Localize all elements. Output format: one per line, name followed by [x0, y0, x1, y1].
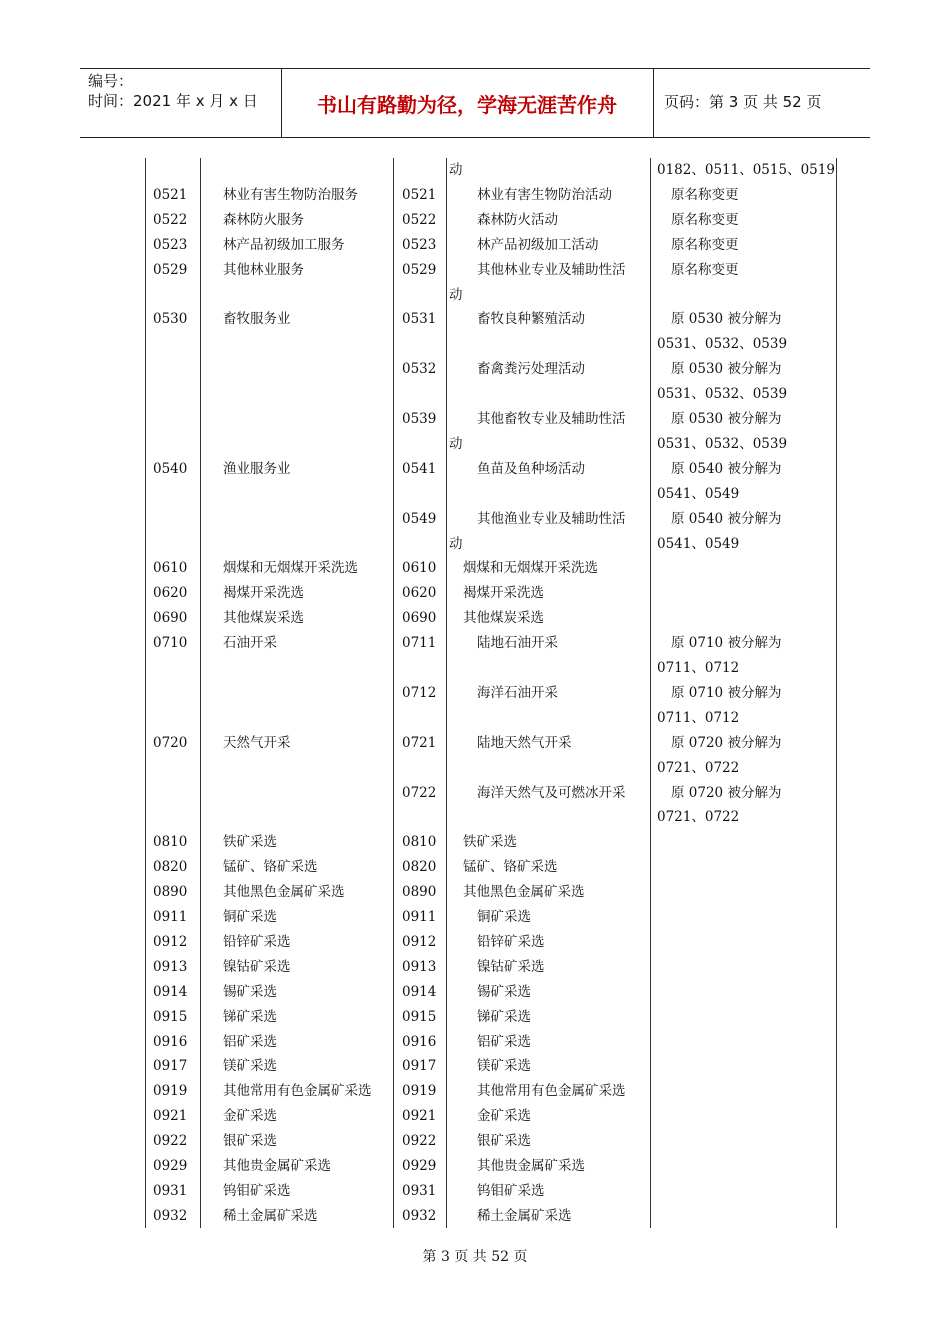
new-code-cell: 0932	[402, 1207, 437, 1224]
old-code-cell: 0916	[153, 1033, 188, 1050]
new-code-cell: 0549	[402, 510, 437, 527]
change-note-cell: 原 0720 被分解为	[671, 784, 782, 801]
new-code-cell: 0919	[402, 1083, 437, 1100]
old-code-cell: 0810	[153, 834, 188, 851]
old-name-cell: 稀土金属矿采选	[223, 1207, 318, 1224]
header-page-number: 页码：第 3 页 共 52 页	[664, 93, 822, 111]
new-name-cell: 动	[449, 435, 463, 452]
new-code-cell: 0521	[402, 186, 437, 203]
new-name-cell: 铜矿采选	[477, 909, 531, 925]
change-note-cell: 原名称变更	[671, 211, 739, 228]
old-name-cell: 铁矿采选	[223, 834, 277, 851]
header-meta	[88, 71, 258, 111]
old-name-cell: 其他林业服务	[223, 261, 304, 278]
new-code-cell: 0917	[402, 1058, 437, 1075]
old-name-cell: 铅锌矿采选	[223, 933, 291, 950]
change-note-cell: 0721、0722	[657, 809, 740, 826]
new-code-cell: 0711	[402, 635, 437, 652]
old-name-cell: 其他黑色金属矿采选	[223, 884, 345, 901]
table-divider-4	[650, 158, 651, 1228]
new-name-cell: 稀土金属矿采选	[477, 1207, 572, 1224]
change-note-cell: 0711、0712	[657, 660, 740, 676]
old-code-cell: 0913	[153, 958, 188, 975]
new-code-cell: 0690	[402, 610, 437, 627]
old-name-cell: 其他贵金属矿采选	[223, 1158, 331, 1174]
change-note-cell: 0711、0712	[657, 709, 740, 726]
old-name-cell: 锡矿采选	[223, 983, 277, 1000]
old-code-cell: 0929	[153, 1158, 188, 1174]
new-name-cell: 畜牧良种繁殖活动	[477, 311, 585, 328]
new-code-cell: 0541	[402, 460, 437, 477]
new-name-cell: 海洋石油开采	[477, 684, 558, 701]
new-name-cell: 金矿采选	[477, 1108, 531, 1125]
old-code-cell: 0690	[153, 610, 188, 627]
old-code-cell: 0710	[153, 635, 188, 652]
new-name-cell: 其他常用有色金属矿采选	[477, 1083, 626, 1100]
old-code-cell: 0911	[153, 909, 188, 925]
new-name-cell: 银矿采选	[477, 1133, 531, 1150]
new-name-cell: 锡矿采选	[477, 983, 531, 1000]
new-name-cell: 锰矿、铬矿采选	[463, 859, 558, 876]
old-code-cell: 0720	[153, 734, 188, 751]
new-name-cell: 其他贵金属矿采选	[477, 1158, 585, 1174]
change-note-cell: 原名称变更	[671, 236, 739, 253]
old-code-cell: 0820	[153, 859, 188, 876]
new-code-cell: 0529	[402, 261, 437, 278]
old-name-cell: 铜矿采选	[223, 909, 277, 925]
new-name-cell: 林业有害生物防治活动	[477, 186, 612, 203]
new-code-cell: 0620	[402, 585, 437, 602]
old-code-cell: 0620	[153, 585, 188, 602]
old-code-cell: 0890	[153, 884, 188, 901]
new-name-cell: 其他黑色金属矿采选	[463, 884, 585, 901]
new-code-cell: 0890	[402, 884, 437, 901]
old-code-cell: 0521	[153, 186, 188, 203]
old-name-cell: 天然气开采	[223, 734, 291, 751]
old-code-cell: 0921	[153, 1108, 188, 1125]
new-code-cell: 0921	[402, 1108, 437, 1125]
table-divider-1	[200, 158, 201, 1228]
old-name-cell: 钨钼矿采选	[223, 1182, 291, 1199]
old-name-cell: 银矿采选	[223, 1133, 277, 1150]
new-name-cell: 其他畜牧专业及辅助性活	[477, 411, 626, 427]
table-divider-3	[446, 158, 447, 1228]
change-note-cell: 原 0720 被分解为	[671, 734, 782, 751]
change-note-cell: 原 0540 被分解为	[671, 460, 782, 477]
change-note-cell: 原 0540 被分解为	[671, 510, 782, 527]
new-name-cell: 铅锌矿采选	[477, 933, 545, 950]
new-name-cell: 森林防火活动	[477, 211, 558, 228]
old-name-cell: 镍钴矿采选	[223, 958, 291, 975]
page-header	[80, 68, 870, 138]
old-name-cell: 锰矿、铬矿采选	[223, 859, 318, 876]
old-name-cell: 镁矿采选	[223, 1058, 277, 1075]
old-code-cell: 0523	[153, 236, 188, 253]
new-code-cell: 0915	[402, 1008, 437, 1025]
old-code-cell: 0540	[153, 460, 188, 477]
old-code-cell: 0912	[153, 933, 188, 950]
header-motto: 书山有路勤为径，学海无涯苦作舟	[317, 92, 617, 117]
new-code-cell: 0532	[402, 361, 437, 378]
new-code-cell: 0539	[402, 411, 437, 427]
doc-number-label: 编号：	[88, 72, 134, 90]
old-code-cell: 0530	[153, 311, 188, 328]
new-code-cell: 0531	[402, 311, 437, 328]
new-code-cell: 0820	[402, 859, 437, 876]
new-name-cell: 动	[449, 162, 463, 178]
change-note-cell: 0541、0549	[657, 535, 740, 552]
new-name-cell: 动	[449, 286, 463, 303]
old-code-cell: 0914	[153, 983, 188, 1000]
new-name-cell: 陆地天然气开采	[477, 734, 572, 751]
new-code-cell: 0929	[402, 1158, 437, 1174]
new-name-cell: 其他煤炭采选	[463, 610, 544, 627]
old-name-cell: 森林防火服务	[223, 211, 304, 228]
old-name-cell: 林业有害生物防治服务	[223, 186, 358, 203]
table-divider-2	[393, 158, 394, 1228]
new-name-cell: 铁矿采选	[463, 834, 517, 851]
new-code-cell: 0722	[402, 784, 437, 801]
new-name-cell: 林产品初级加工活动	[477, 236, 599, 253]
new-code-cell: 0911	[402, 909, 437, 925]
new-name-cell: 其他渔业专业及辅助性活	[477, 510, 626, 527]
old-name-cell: 石油开采	[223, 635, 277, 652]
change-note-cell: 原 0710 被分解为	[671, 635, 782, 652]
new-name-cell: 铝矿采选	[477, 1033, 531, 1050]
table-border-left	[145, 158, 146, 1228]
new-name-cell: 海洋天然气及可燃冰开采	[477, 784, 626, 801]
table-border-right	[836, 158, 837, 1228]
new-code-cell: 0922	[402, 1133, 437, 1150]
old-code-cell: 0529	[153, 261, 188, 278]
change-note-cell: 原 0530 被分解为	[671, 361, 782, 378]
old-name-cell: 铝矿采选	[223, 1033, 277, 1050]
new-code-cell: 0931	[402, 1182, 437, 1199]
new-name-cell: 钨钼矿采选	[477, 1182, 545, 1199]
old-name-cell: 褐煤开采洗选	[223, 585, 304, 602]
change-note-cell: 原名称变更	[671, 186, 739, 203]
old-code-cell: 0922	[153, 1133, 188, 1150]
new-code-cell: 0912	[402, 933, 437, 950]
old-code-cell: 0915	[153, 1008, 188, 1025]
new-code-cell: 0522	[402, 211, 437, 228]
new-code-cell: 0913	[402, 958, 437, 975]
change-note-cell: 原 0710 被分解为	[671, 684, 782, 701]
old-code-cell: 0610	[153, 560, 188, 577]
old-code-cell: 0522	[153, 211, 188, 228]
old-name-cell: 渔业服务业	[223, 460, 291, 477]
new-code-cell: 0610	[402, 560, 437, 577]
old-code-cell: 0932	[153, 1207, 188, 1224]
old-name-cell: 其他常用有色金属矿采选	[223, 1083, 372, 1100]
new-code-cell: 0810	[402, 834, 437, 851]
old-name-cell: 其他煤炭采选	[223, 610, 304, 627]
new-name-cell: 鱼苗及鱼种场活动	[477, 460, 585, 477]
new-name-cell: 其他林业专业及辅助性活	[477, 261, 626, 278]
old-name-cell: 烟煤和无烟煤开采洗选	[223, 560, 358, 577]
new-name-cell: 镍钴矿采选	[477, 958, 545, 975]
old-name-cell: 林产品初级加工服务	[223, 236, 345, 253]
new-code-cell: 0914	[402, 983, 437, 1000]
change-note-cell: 原 0530 被分解为	[671, 411, 782, 427]
change-note-cell: 0531、0532、0539	[657, 386, 788, 403]
change-note-cell: 原 0530 被分解为	[671, 311, 782, 328]
change-note-cell: 0531、0532、0539	[657, 435, 788, 452]
change-note-cell: 原名称变更	[671, 261, 739, 278]
change-note-cell: 0541、0549	[657, 485, 740, 502]
change-note-cell: 0182、0511、0515、0519	[657, 162, 835, 178]
new-name-cell: 烟煤和无烟煤开采洗选	[463, 560, 598, 577]
new-name-cell: 畜禽粪污处理活动	[477, 361, 585, 378]
new-code-cell: 0712	[402, 684, 437, 701]
header-divider-right	[653, 69, 654, 137]
date-label: 时间：2021 年 x 月 x 日	[88, 92, 258, 110]
new-name-cell: 锑矿采选	[477, 1008, 531, 1025]
new-name-cell: 陆地石油开采	[477, 635, 558, 652]
new-code-cell: 0721	[402, 734, 437, 751]
new-code-cell: 0916	[402, 1033, 437, 1050]
change-note-cell: 0721、0722	[657, 759, 740, 776]
new-name-cell: 褐煤开采洗选	[463, 585, 544, 602]
change-note-cell: 0531、0532、0539	[657, 336, 788, 353]
new-name-cell: 镁矿采选	[477, 1058, 531, 1075]
new-name-cell: 动	[449, 535, 463, 552]
old-code-cell: 0919	[153, 1083, 188, 1100]
old-code-cell: 0917	[153, 1058, 188, 1075]
new-code-cell: 0523	[402, 236, 437, 253]
page-footer: 第 3 页 共 52 页	[422, 1249, 528, 1265]
old-name-cell: 畜牧服务业	[223, 311, 291, 328]
old-name-cell: 锑矿采选	[223, 1008, 277, 1025]
old-code-cell: 0931	[153, 1182, 188, 1199]
old-name-cell: 金矿采选	[223, 1108, 277, 1125]
